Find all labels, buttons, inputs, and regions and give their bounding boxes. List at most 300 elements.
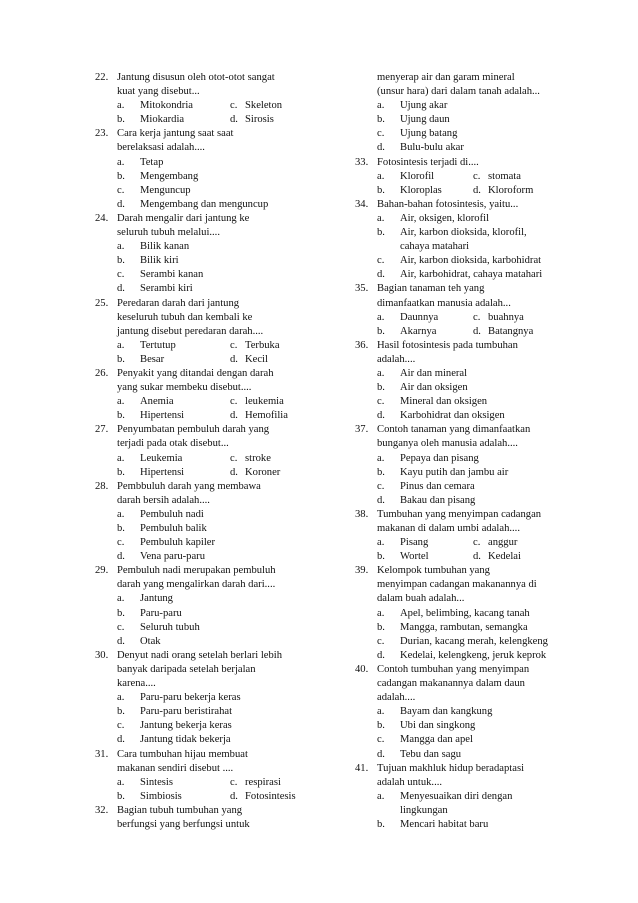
option-text: Fotosintesis	[245, 790, 296, 802]
answer-option	[95, 184, 320, 198]
option-text: Pembuluh nadi	[140, 508, 204, 520]
answer-option	[95, 607, 320, 621]
option-letter: c.	[377, 128, 385, 140]
option-letter: c.	[377, 734, 385, 746]
option-text: anggur	[488, 537, 518, 549]
option-text: Hemofilia	[245, 410, 288, 422]
answer-option	[355, 113, 565, 127]
option-text-continued: cahaya matahari	[400, 241, 470, 253]
question-text: Tumbuhan yang menyimpan cadangan	[377, 508, 542, 520]
option-letter: b.	[117, 410, 125, 422]
answer-option-pair	[95, 113, 320, 127]
option-letter: d.	[473, 184, 481, 196]
question-stem-line	[355, 762, 565, 776]
question-text-continued: (unsur hara) dari dalam tanah adalah...	[377, 86, 540, 98]
option-text: Ujung daun	[400, 114, 450, 126]
question-stem-line	[95, 818, 320, 832]
question-stem-line	[95, 480, 320, 494]
answer-option-pair	[95, 466, 320, 480]
option-text: Jantung	[140, 593, 173, 605]
option-text: Wortel	[400, 551, 429, 563]
question-text: Contoh tumbuhan yang menyimpan	[377, 663, 530, 675]
answer-option	[95, 733, 320, 747]
option-letter: a.	[117, 100, 125, 112]
option-letter: d.	[377, 410, 385, 422]
question-number: 24.	[95, 212, 109, 224]
answer-option	[355, 790, 565, 804]
option-letter: d.	[117, 635, 125, 647]
question-number: 26.	[95, 367, 109, 379]
question-39	[355, 564, 565, 663]
question-text: Bagian tanaman teh yang	[377, 283, 485, 295]
option-text: Anemia	[140, 396, 174, 408]
question-26	[95, 367, 320, 423]
option-letter: b.	[377, 551, 385, 563]
question-33	[355, 156, 565, 198]
option-text: Bilik kanan	[140, 241, 190, 253]
question-stem-line	[355, 677, 565, 691]
option-letter: a.	[377, 706, 385, 718]
answer-option-pair	[355, 170, 565, 184]
answer-option	[355, 719, 565, 733]
option-text: Daunnya	[400, 311, 439, 323]
answer-option	[355, 480, 565, 494]
question-35	[355, 282, 565, 338]
option-letter: b.	[117, 466, 125, 478]
option-letter: b.	[117, 607, 125, 619]
option-letter: a.	[377, 452, 385, 464]
question-text: Penyumbatan pembuluh darah yang	[117, 424, 270, 436]
answer-option	[355, 705, 565, 719]
answer-option	[355, 212, 565, 226]
option-text: Akarnya	[400, 325, 437, 337]
answer-option	[355, 99, 565, 113]
question-stem-line	[95, 649, 320, 663]
answer-option	[355, 226, 565, 240]
option-text: Ujung batang	[400, 128, 458, 140]
option-text: Simbiosis	[140, 790, 182, 802]
option-letter: c.	[377, 255, 385, 267]
answer-option	[95, 198, 320, 212]
question-38	[355, 508, 565, 564]
question-text-continued: menyerap air dan garam mineral	[377, 72, 515, 83]
answer-option	[355, 141, 565, 155]
answer-option	[95, 268, 320, 282]
answer-option	[95, 635, 320, 649]
answer-option	[95, 240, 320, 254]
option-text: Skeleton	[245, 100, 283, 112]
option-letter: b.	[377, 466, 385, 478]
option-letter: d.	[473, 325, 481, 337]
option-letter: a.	[117, 452, 125, 464]
answer-option	[95, 536, 320, 550]
question-text: karena....	[117, 678, 156, 690]
option-letter: b.	[117, 255, 125, 267]
option-text: Klorofil	[400, 170, 435, 182]
question-stem-line	[355, 297, 565, 311]
question-text: menyimpan cadangan makanannya di	[377, 579, 537, 591]
question-number: 37.	[355, 424, 369, 436]
option-text: Mencari habitat baru	[400, 818, 489, 830]
question-text: yang sukar membeku disebut....	[117, 382, 252, 394]
option-letter: d.	[377, 748, 385, 760]
option-letter: a.	[117, 339, 125, 351]
option-letter: c.	[230, 396, 238, 408]
option-letter: c.	[377, 396, 385, 408]
question-text: berelaksasi adalah....	[117, 142, 205, 154]
answer-option	[95, 705, 320, 719]
option-letter: a.	[377, 367, 385, 379]
option-letter: a.	[117, 156, 125, 168]
question-stem-line	[95, 494, 320, 508]
option-text: stroke	[245, 452, 271, 464]
question-25	[95, 297, 320, 367]
option-letter: a.	[117, 692, 125, 704]
option-text: Mitokondria	[140, 100, 193, 112]
question-stem-line	[95, 804, 320, 818]
question-text: Peredaran darah dari jantung	[117, 297, 240, 309]
answer-option	[355, 466, 565, 480]
option-letter: c.	[230, 100, 238, 112]
option-letter: a.	[117, 593, 125, 605]
question-number: 32.	[95, 804, 109, 816]
question-text: cadangan makanannya dalam daun	[377, 678, 525, 690]
option-text: Kayu putih dan jambu air	[400, 466, 509, 478]
option-letter: a.	[377, 537, 385, 549]
question-28	[95, 480, 320, 565]
option-letter: b.	[377, 114, 385, 126]
option-text: Serambi kiri	[140, 283, 193, 295]
answer-option	[355, 127, 565, 141]
question-text: darah bersih adalah....	[117, 494, 210, 506]
question-number: 34.	[355, 198, 369, 210]
answer-option	[355, 607, 565, 621]
question-stem-line	[95, 226, 320, 240]
question-stem-line	[95, 141, 320, 155]
option-letter: b.	[377, 184, 385, 196]
option-text: Vena paru-paru	[140, 551, 205, 563]
option-text: stomata	[488, 170, 521, 182]
question-40	[355, 663, 565, 762]
option-text: Paru-paru beristirahat	[140, 706, 233, 718]
option-text: Leukemia	[140, 452, 183, 464]
option-letter: c.	[230, 776, 238, 788]
option-text-continued: lingkungan	[400, 804, 448, 816]
option-text: Pepaya dan pisang	[400, 452, 479, 464]
option-letter: a.	[117, 776, 125, 788]
option-text: Air, karbon dioksida, klorofil,	[400, 227, 527, 239]
option-letter: c.	[117, 184, 125, 196]
answer-option	[95, 719, 320, 733]
question-number: 22.	[95, 72, 109, 83]
question-text: darah yang mengalirkan darah dari....	[117, 579, 276, 591]
question-number: 25.	[95, 297, 109, 309]
option-letter: c.	[230, 452, 238, 464]
question-text: seluruh tubuh melalui....	[117, 227, 220, 239]
option-text: respirasi	[245, 776, 281, 788]
answer-option	[355, 818, 565, 832]
option-text: leukemia	[245, 396, 284, 408]
answer-option-pair	[355, 550, 565, 564]
question-stem-line	[355, 564, 565, 578]
option-letter: d.	[230, 790, 238, 802]
answer-option	[95, 621, 320, 635]
question-stem-line	[95, 297, 320, 311]
option-text: Seluruh tubuh	[140, 621, 200, 633]
option-letter: b.	[377, 227, 385, 239]
question-34	[355, 198, 565, 283]
option-letter: d.	[117, 198, 125, 210]
question-stem-line	[95, 748, 320, 762]
question-stem-line	[355, 353, 565, 367]
option-letter: c.	[117, 720, 125, 732]
option-letter: c.	[117, 621, 125, 633]
answer-option	[355, 367, 565, 381]
option-text: Pisang	[400, 537, 429, 549]
question-text: keseluruh tubuh dan kembali ke	[117, 311, 253, 323]
question-number: 23.	[95, 128, 109, 140]
answer-option	[355, 395, 565, 409]
question-stem-line	[355, 663, 565, 677]
option-text: Durian, kacang merah, kelengkeng	[400, 635, 548, 647]
option-text: Menguncup	[140, 184, 191, 196]
question-text: Penyakit yang ditandai dengan darah	[117, 367, 274, 379]
question-stem-line	[95, 663, 320, 677]
option-text: Pinus dan cemara	[400, 480, 475, 492]
option-letter: a.	[377, 607, 385, 619]
option-letter: d.	[230, 410, 238, 422]
option-text: Koroner	[245, 466, 281, 478]
right-column	[355, 71, 565, 832]
question-stem-line	[95, 381, 320, 395]
answer-option	[355, 452, 565, 466]
option-text: Terbuka	[245, 339, 280, 351]
question-number: 30.	[95, 649, 109, 661]
question-text: berfungsi yang berfungsi untuk	[117, 818, 250, 830]
option-text: Otak	[140, 635, 161, 647]
answer-option	[95, 282, 320, 296]
option-letter: d.	[117, 551, 125, 563]
option-letter: a.	[117, 508, 125, 520]
option-text: Ubi dan singkong	[400, 720, 476, 732]
answer-option-pair	[355, 184, 565, 198]
answer-option	[95, 254, 320, 268]
question-text: Pembbuluh darah yang membawa	[117, 480, 261, 492]
question-text: Cara tumbuhan hijau membuat	[117, 748, 248, 760]
answer-option-pair	[95, 339, 320, 353]
question-37	[355, 423, 565, 508]
option-text: Sirosis	[245, 114, 274, 126]
option-text: Tetap	[140, 156, 164, 168]
option-text: Batangnya	[488, 325, 534, 337]
option-letter: a.	[117, 396, 125, 408]
question-number: 40.	[355, 663, 369, 675]
option-letter: d.	[117, 283, 125, 295]
answer-option	[355, 649, 565, 663]
option-letter: c.	[117, 537, 125, 549]
option-letter: d.	[117, 734, 125, 746]
option-text: Paru-paru	[140, 607, 182, 619]
option-text: Besar	[140, 353, 165, 365]
answer-option	[95, 156, 320, 170]
option-text: Kedelai, kelengkeng, jeruk keprok	[400, 649, 547, 661]
question-stem-line	[95, 85, 320, 99]
question-stem-line	[355, 776, 565, 790]
option-letter: d.	[377, 494, 385, 506]
answer-option	[355, 254, 565, 268]
question-27	[95, 423, 320, 479]
question-stem-line	[95, 564, 320, 578]
question-stem-line	[95, 311, 320, 325]
answer-option-pair	[95, 409, 320, 423]
option-text: Tebu dan sagu	[400, 748, 462, 760]
option-text: Kloroplas	[400, 184, 442, 196]
question-number: 39.	[355, 565, 369, 577]
question-text: Bahan-bahan fotosintesis, yaitu...	[377, 198, 519, 210]
question-text: bunganya oleh manusia adalah....	[377, 438, 518, 450]
question-text: Bagian tubuh tumbuhan yang	[117, 804, 243, 816]
option-letter: a.	[377, 311, 385, 323]
question-32-continued	[355, 71, 565, 156]
question-stem-line	[95, 423, 320, 437]
option-letter: c.	[377, 635, 385, 647]
option-text: Apel, belimbing, kacang tanah	[400, 607, 530, 619]
question-text: Contoh tanaman yang dimanfaatkan	[377, 424, 531, 436]
question-text: kuat yang disebut...	[117, 86, 200, 98]
option-text: Bayam dan kangkung	[400, 706, 493, 718]
option-letter: d.	[377, 649, 385, 661]
question-24	[95, 212, 320, 297]
question-29	[95, 564, 320, 649]
answer-option-pair	[355, 536, 565, 550]
answer-option-pair	[95, 790, 320, 804]
option-text: Kecil	[245, 353, 268, 365]
question-stem-line	[355, 198, 565, 212]
question-number: 31.	[95, 748, 109, 760]
option-text: Ujung akar	[400, 100, 448, 112]
option-letter: c.	[230, 339, 238, 351]
question-number: 41.	[355, 762, 369, 774]
option-text: Air dan mineral	[400, 367, 468, 379]
option-letter: b.	[117, 706, 125, 718]
answer-option	[95, 508, 320, 522]
answer-option	[95, 691, 320, 705]
option-text: Mengembang	[140, 170, 199, 182]
option-text: Hipertensi	[140, 410, 185, 422]
question-text: jantung disebut peredaran darah....	[117, 325, 264, 337]
option-text: Hipertensi	[140, 466, 185, 478]
option-letter: b.	[377, 325, 385, 337]
answer-option-pair	[95, 395, 320, 409]
option-letter: d.	[230, 353, 238, 365]
question-stem-line	[95, 367, 320, 381]
question-stem-line	[355, 578, 565, 592]
answer-option	[355, 381, 565, 395]
option-letter: c.	[473, 170, 481, 182]
option-letter: b.	[377, 720, 385, 732]
option-letter: d.	[230, 466, 238, 478]
option-text: Jantung bekerja keras	[140, 720, 232, 732]
question-text: banyak daripada setelah berjalan	[117, 663, 256, 675]
answer-option	[355, 268, 565, 282]
option-text: Air, karbohidrat, cahaya matahari	[400, 269, 543, 281]
option-text: Mengembang dan menguncup	[140, 198, 269, 210]
question-number: 29.	[95, 565, 109, 577]
option-letter: a.	[377, 212, 385, 224]
question-30	[95, 649, 320, 748]
option-letter: b.	[377, 818, 385, 830]
question-number: 33.	[355, 156, 369, 168]
question-number: 28.	[95, 480, 109, 492]
option-letter: c.	[473, 311, 481, 323]
answer-option	[355, 635, 565, 649]
option-text: Mangga, rambutan, semangka	[400, 621, 528, 633]
option-text: buahnya	[488, 311, 524, 323]
option-text: Jantung tidak bekerja	[140, 734, 231, 746]
question-stem-line	[95, 437, 320, 451]
option-text: Pembuluh balik	[140, 523, 207, 534]
option-text: Mineral dan oksigen	[400, 396, 488, 408]
answer-option-pair	[95, 353, 320, 367]
question-stem-line	[355, 592, 565, 606]
option-text: Air dan oksigen	[400, 382, 468, 394]
question-text: adalah....	[377, 692, 416, 704]
answer-option	[95, 550, 320, 564]
question-stem-line	[355, 508, 565, 522]
option-letter: a.	[377, 170, 385, 182]
option-text: Miokardia	[140, 114, 185, 126]
option-letter: b.	[117, 170, 125, 182]
question-stem-line	[95, 127, 320, 141]
option-text: Paru-paru bekerja keras	[140, 692, 241, 704]
question-number: 36.	[355, 339, 369, 351]
question-stem-line	[355, 437, 565, 451]
question-text: Denyut nadi orang setelah berlari lebih	[117, 649, 283, 661]
question-stem-line	[95, 71, 320, 85]
option-text: Sintesis	[140, 776, 173, 788]
question-text: dalam buah adalah...	[377, 593, 465, 605]
question-stem-line	[95, 677, 320, 691]
question-number: 38.	[355, 508, 369, 520]
question-22	[95, 71, 320, 127]
question-stem-line	[355, 522, 565, 536]
option-letter: b.	[117, 114, 125, 126]
question-stem-line	[95, 325, 320, 339]
option-letter: b.	[117, 790, 125, 802]
question-text: adalah....	[377, 353, 416, 365]
answer-option	[95, 592, 320, 606]
question-stem-line	[95, 578, 320, 592]
question-number: 35.	[355, 283, 369, 295]
option-text: Pembuluh kapiler	[140, 537, 216, 549]
option-text: Mangga dan apel	[400, 734, 473, 746]
question-text: Hasil fotosintesis pada tumbuhan	[377, 339, 518, 351]
option-letter: d.	[377, 142, 385, 154]
answer-option	[355, 733, 565, 747]
option-text: Bulu-bulu akar	[400, 142, 464, 154]
question-36	[355, 339, 565, 424]
answer-option	[355, 494, 565, 508]
question-text: Kelompok tumbuhan yang	[377, 565, 490, 577]
option-letter: b.	[377, 621, 385, 633]
question-31	[95, 748, 320, 804]
option-letter: b.	[377, 382, 385, 394]
option-letter: d.	[473, 551, 481, 563]
option-text: Bilik kiri	[140, 255, 179, 267]
question-text: Jantung disusun oleh otot-otot sangat	[117, 72, 275, 83]
answer-option	[95, 522, 320, 536]
question-41	[355, 762, 565, 832]
